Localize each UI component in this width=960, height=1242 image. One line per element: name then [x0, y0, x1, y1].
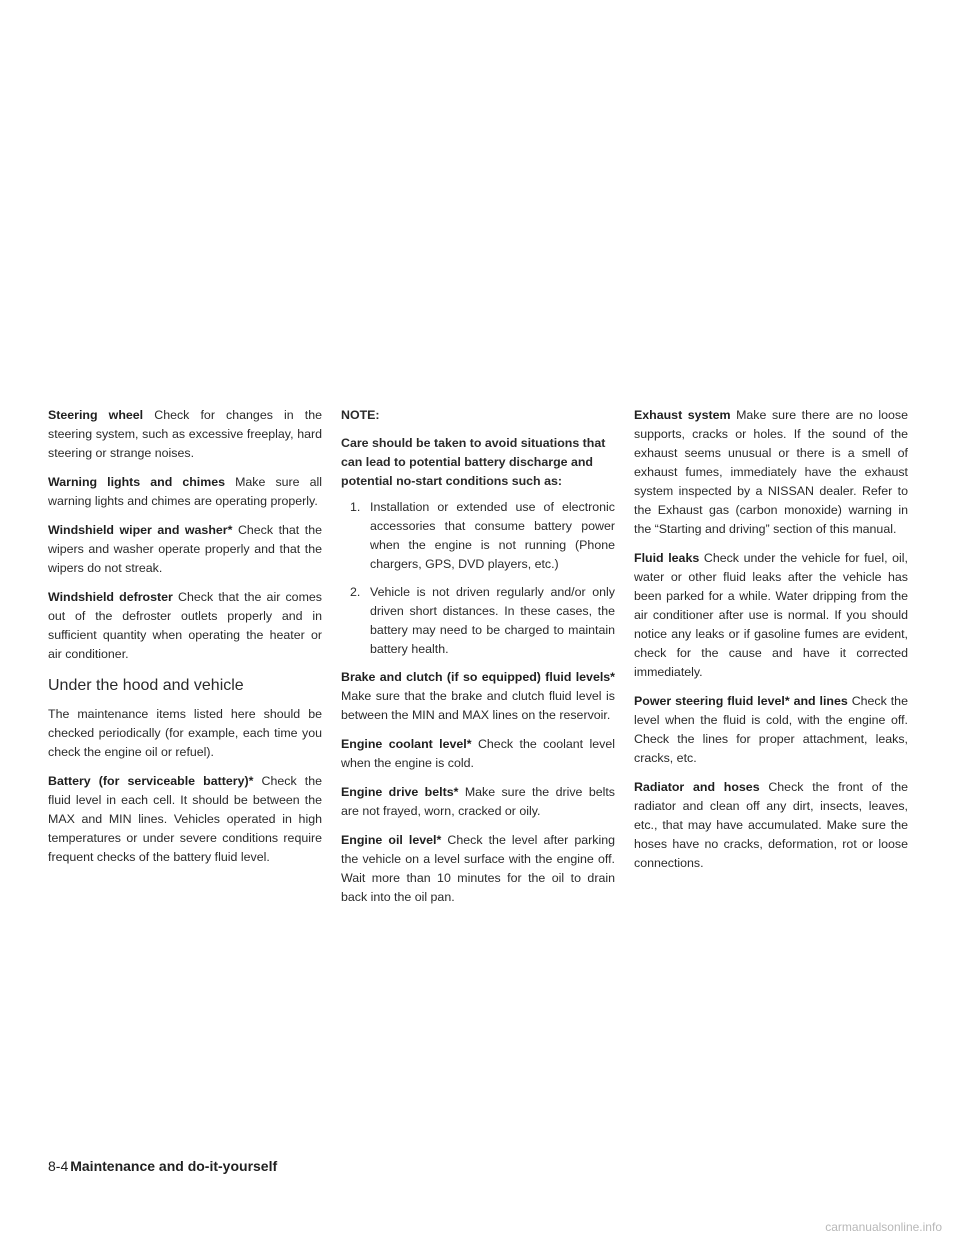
note-body: Care should be taken to avoid situations that can lead to potential battery discharge and potential no-start conditions such as:: [341, 436, 606, 488]
item-text: Check that the air comes out of the defroster outlets properly and in sufficient quantity when operating the heater or air conditioner.: [48, 590, 322, 661]
list-number: 1.: [350, 500, 361, 514]
paragraph-warning-lights: [48, 473, 322, 511]
item-text: Make sure the drive belts are not frayed, worn, cracked or oily.: [341, 785, 615, 818]
list-text: Installation or extended use of electronic accessories that consume battery power when the engine is not running (Phone chargers, GPS, DVD players, etc.): [370, 500, 615, 571]
item-title: Brake and clutch (if so equipped) fluid levels*: [341, 670, 615, 684]
item-title: Engine oil level*: [341, 833, 442, 847]
item-title: Windshield wiper and washer*: [48, 523, 233, 537]
item-title: Warning lights and chimes: [48, 475, 226, 489]
paragraph-windshield-defroster: [48, 588, 322, 664]
paragraph-fluid-leaks: [634, 549, 908, 682]
section-heading: Under the hood and vehicle: [48, 677, 244, 694]
item-title: Battery (for serviceable battery)*: [48, 774, 254, 788]
paragraph-brake-clutch-fluid: [341, 668, 615, 725]
paragraph-engine-coolant: [341, 735, 615, 773]
paragraph-windshield-wiper: [48, 521, 322, 578]
paragraph-engine-oil: [341, 831, 615, 907]
section-intro: The maintenance items listed here should be checked periodically (for example, each time you check the engine oil or refuel).: [48, 707, 322, 759]
column-right: [634, 406, 908, 883]
page-footer: [48, 1157, 277, 1175]
list-number: 2.: [350, 585, 361, 599]
item-text: Make sure that the brake and clutch fluid level is between the MIN and MAX lines on the reservoir.: [341, 689, 615, 722]
paragraph-exhaust-system: [634, 406, 908, 539]
list-item: [341, 583, 615, 659]
watermark: carmanualsonline.info: [825, 1220, 942, 1234]
paragraph-drive-belts: [341, 783, 615, 821]
item-title: Windshield defroster: [48, 590, 173, 604]
item-text: Check the fluid level in each cell. It should be between the MAX and MIN lines. Vehicles operated in high temperatures or under severe conditions require frequent checks of the battery fluid level.: [48, 774, 322, 864]
paragraph-battery: [48, 772, 322, 867]
paragraph-steering-wheel: [48, 406, 322, 463]
item-title: Engine coolant level*: [341, 737, 472, 751]
paragraph-radiator-hoses: [634, 778, 908, 873]
item-text: Check the front of the radiator and clean off any dirt, insects, leaves, etc., that may have accumulated. Make sure the hoses have no cracks, deformation, rot or loose connections.: [634, 780, 909, 870]
item-text: Check for changes in the steering system, such as excessive freeplay, hard steering or strange noises.: [48, 408, 322, 460]
item-text: Make sure all warning lights and chimes are operating properly.: [48, 475, 322, 508]
note-title: NOTE:: [341, 408, 380, 422]
page-number: 8-4: [48, 1158, 69, 1174]
item-text: Check the coolant level when the engine is cold.: [341, 737, 615, 770]
item-text: Make sure there are no loose supports, cracks or holes. If the sound of the exhaust seems unusual or there is a smell of exhaust fumes, immediately have the exhaust system inspected by a NISSAN dealer. Refer to the Exhaust gas (carbon monoxide) warning in the “Starting and driving” section of this manual.: [634, 408, 908, 536]
item-title: Exhaust system: [634, 408, 731, 422]
column-left: [48, 406, 322, 877]
list-text: Vehicle is not driven regularly and/or only driven short distances. In these cases, the battery may need to be charged to maintain battery health.: [370, 585, 615, 656]
item-title: Engine drive belts*: [341, 785, 459, 799]
item-text: Check the level when the fluid is cold, with the engine off. Check the lines for proper attachment, leaks, cracks, etc.: [634, 694, 908, 765]
item-title: Steering wheel: [48, 408, 144, 422]
list-item: [341, 498, 615, 574]
item-text: Check that the wipers and washer operate properly and that the wipers do not streak.: [48, 523, 322, 575]
section-name: Maintenance and do-it-yourself: [70, 1158, 278, 1174]
paragraph-power-steering: [634, 692, 908, 768]
item-text: Check under the vehicle for fuel, oil, water or other fluid leaks after the vehicle has been parked for a while. Water dripping from the air conditioner after use is normal. If you should notice any leaks or if gasoline fumes are evident, check for the cause and have it corrected immediately.: [634, 551, 908, 679]
item-title: Fluid leaks: [634, 551, 700, 565]
item-title: Power steering fluid level* and lines: [634, 694, 848, 708]
item-title: Radiator and hoses: [634, 780, 760, 794]
item-text: Check the level after parking the vehicle on a level surface with the engine off. Wait more than 10 minutes for the oil to drain back into the oil pan.: [341, 833, 615, 904]
column-middle: [341, 406, 615, 917]
